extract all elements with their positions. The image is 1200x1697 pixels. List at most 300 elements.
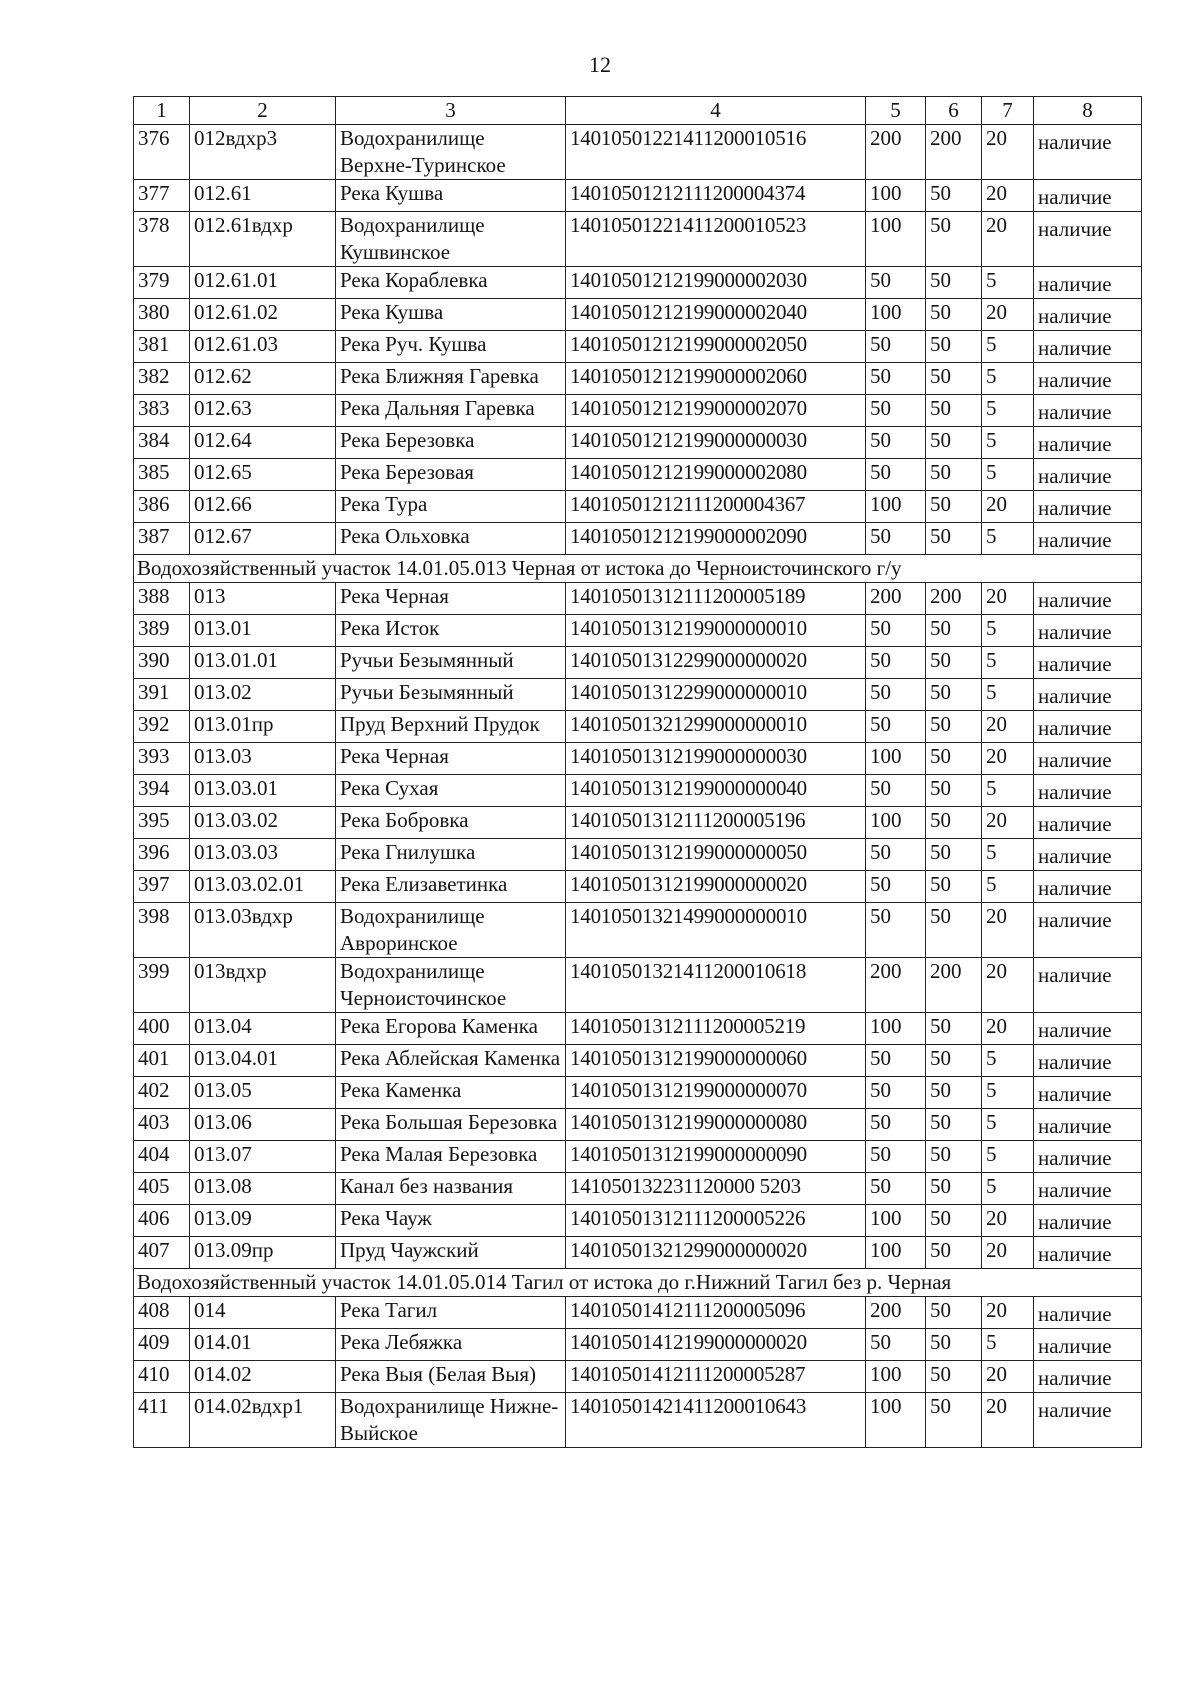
table-row	[134, 1361, 1142, 1393]
registry-code-cell: 14010501312199000000020	[566, 871, 866, 903]
object-code-cell: 013.09пр	[190, 1237, 336, 1269]
column-6-value: 50	[926, 679, 982, 711]
table-row	[134, 125, 1142, 180]
table-row	[134, 647, 1142, 679]
row-number-cell: 394	[134, 775, 190, 807]
table-row	[134, 1329, 1142, 1361]
column-7-value: 5	[982, 615, 1034, 647]
table-row	[134, 363, 1142, 395]
presence-status-cell: наличие	[1034, 125, 1142, 180]
presence-status-cell: наличие	[1034, 679, 1142, 711]
object-code-cell: 013.08	[190, 1173, 336, 1205]
object-code-cell: 013.01пр	[190, 711, 336, 743]
object-code-cell: 012.61.02	[190, 299, 336, 331]
row-number-cell: 411	[134, 1393, 190, 1448]
object-name-cell: Река Лебяжка	[336, 1329, 566, 1361]
object-code-cell: 013.09	[190, 1205, 336, 1237]
column-6-value: 50	[926, 1361, 982, 1393]
table-row	[134, 1205, 1142, 1237]
object-code-cell: 012.61	[190, 180, 336, 212]
column-7-value: 20	[982, 1297, 1034, 1329]
column-6-value: 50	[926, 1329, 982, 1361]
object-name-cell: Река Черная	[336, 583, 566, 615]
table-row	[134, 615, 1142, 647]
column-6-value: 50	[926, 212, 982, 267]
column-5-value: 50	[866, 679, 926, 711]
row-number-cell: 383	[134, 395, 190, 427]
column-5-value: 100	[866, 807, 926, 839]
column-7-value: 5	[982, 839, 1034, 871]
registry-code-cell: 14010501212199000002060	[566, 363, 866, 395]
column-5-value: 50	[866, 363, 926, 395]
column-6-value: 50	[926, 1013, 982, 1045]
registry-code-cell: 14010501312111200005189	[566, 583, 866, 615]
object-code-cell: 012.62	[190, 363, 336, 395]
table-row	[134, 1109, 1142, 1141]
registry-code-cell: 14010501321411200010618	[566, 958, 866, 1013]
row-number-cell: 395	[134, 807, 190, 839]
column-7-value: 5	[982, 775, 1034, 807]
presence-status-cell: наличие	[1034, 839, 1142, 871]
row-number-cell: 402	[134, 1077, 190, 1109]
presence-status-cell: наличие	[1034, 1361, 1142, 1393]
table-row	[134, 1045, 1142, 1077]
table-row	[134, 523, 1142, 555]
registry-code-cell: 14010501421411200010643	[566, 1393, 866, 1448]
presence-status-cell: наличие	[1034, 212, 1142, 267]
column-5-value: 50	[866, 1173, 926, 1205]
column-5-value: 50	[866, 331, 926, 363]
row-number-cell: 410	[134, 1361, 190, 1393]
registry-code-cell: 14010501212199000000030	[566, 427, 866, 459]
table-row	[134, 583, 1142, 615]
row-number-cell: 401	[134, 1045, 190, 1077]
column-5-value: 50	[866, 523, 926, 555]
column-5-value: 50	[866, 1109, 926, 1141]
object-name-cell: Река Руч. Кушва	[336, 331, 566, 363]
object-code-cell: 013.05	[190, 1077, 336, 1109]
object-code-cell: 013.04	[190, 1013, 336, 1045]
column-6-value: 50	[926, 1297, 982, 1329]
presence-status-cell: наличие	[1034, 1393, 1142, 1448]
column-5-value: 50	[866, 1141, 926, 1173]
presence-status-cell: наличие	[1034, 491, 1142, 523]
column-number: 4	[566, 97, 866, 125]
presence-status-cell: наличие	[1034, 299, 1142, 331]
column-7-value: 5	[982, 395, 1034, 427]
row-number-cell: 391	[134, 679, 190, 711]
column-7-value: 5	[982, 331, 1034, 363]
registry-code-cell: 14010501221411200010516	[566, 125, 866, 180]
object-code-cell: 013.06	[190, 1109, 336, 1141]
table-row	[134, 1173, 1142, 1205]
column-6-value: 50	[926, 775, 982, 807]
registry-code-cell: 14010501212199000002050	[566, 331, 866, 363]
column-6-value: 50	[926, 331, 982, 363]
presence-status-cell: наличие	[1034, 583, 1142, 615]
column-6-value: 50	[926, 839, 982, 871]
object-code-cell: 012вдхр3	[190, 125, 336, 180]
object-name-cell: Река Гнилушка	[336, 839, 566, 871]
row-number-cell: 400	[134, 1013, 190, 1045]
column-7-value: 20	[982, 491, 1034, 523]
registry-code-cell: 14010501212199000002040	[566, 299, 866, 331]
table-row	[134, 903, 1142, 958]
row-number-cell: 377	[134, 180, 190, 212]
registry-code-cell: 14010501312299000000010	[566, 679, 866, 711]
object-name-cell: Река Ольховка	[336, 523, 566, 555]
registry-code-cell: 14010501321499000000010	[566, 903, 866, 958]
registry-code-cell: 14010501312199000000030	[566, 743, 866, 775]
column-7-value: 5	[982, 459, 1034, 491]
object-name-cell: Река Егорова Каменка	[336, 1013, 566, 1045]
presence-status-cell: наличие	[1034, 1329, 1142, 1361]
object-name-cell: Река Малая Березовка	[336, 1141, 566, 1173]
registry-code-cell: 14010501312111200005219	[566, 1013, 866, 1045]
presence-status-cell: наличие	[1034, 267, 1142, 299]
column-7-value: 20	[982, 1237, 1034, 1269]
object-name-cell: Река Чауж	[336, 1205, 566, 1237]
table-row	[134, 1077, 1142, 1109]
presence-status-cell: наличие	[1034, 871, 1142, 903]
table-row	[134, 459, 1142, 491]
column-7-value: 20	[982, 958, 1034, 1013]
column-5-value: 50	[866, 427, 926, 459]
column-5-value: 100	[866, 180, 926, 212]
table-row	[134, 491, 1142, 523]
object-code-cell: 013вдхр	[190, 958, 336, 1013]
registry-code-cell: 14010501412111200005287	[566, 1361, 866, 1393]
column-6-value: 50	[926, 491, 982, 523]
section-header-row	[134, 555, 1142, 583]
column-number: 3	[336, 97, 566, 125]
presence-status-cell: наличие	[1034, 1173, 1142, 1205]
column-6-value: 50	[926, 459, 982, 491]
column-7-value: 20	[982, 180, 1034, 212]
registry-code-cell: 14010501212111200004374	[566, 180, 866, 212]
column-7-value: 20	[982, 711, 1034, 743]
column-5-value: 50	[866, 1045, 926, 1077]
column-7-value: 20	[982, 299, 1034, 331]
column-6-value: 50	[926, 1077, 982, 1109]
column-6-value: 50	[926, 1109, 982, 1141]
object-code-cell: 013.03.02.01	[190, 871, 336, 903]
row-number-cell: 393	[134, 743, 190, 775]
presence-status-cell: наличие	[1034, 331, 1142, 363]
presence-status-cell: наличие	[1034, 523, 1142, 555]
row-number-cell: 381	[134, 331, 190, 363]
presence-status-cell: наличие	[1034, 1297, 1142, 1329]
table-row	[134, 775, 1142, 807]
registry-code-cell: 14010501312111200005226	[566, 1205, 866, 1237]
table-row	[134, 299, 1142, 331]
presence-status-cell: наличие	[1034, 615, 1142, 647]
row-number-cell: 380	[134, 299, 190, 331]
object-name-cell: Река Кушва	[336, 299, 566, 331]
object-code-cell: 013.03.03	[190, 839, 336, 871]
row-number-cell: 385	[134, 459, 190, 491]
object-code-cell: 012.65	[190, 459, 336, 491]
presence-status-cell: наличие	[1034, 459, 1142, 491]
presence-status-cell: наличие	[1034, 1045, 1142, 1077]
table-row	[134, 1141, 1142, 1173]
water-objects-table	[133, 96, 1142, 1448]
registry-code-cell: 14010501212199000002090	[566, 523, 866, 555]
column-7-value: 20	[982, 1013, 1034, 1045]
column-7-value: 5	[982, 427, 1034, 459]
presence-status-cell: наличие	[1034, 743, 1142, 775]
column-6-value: 50	[926, 427, 982, 459]
page-number: 12	[589, 52, 611, 77]
presence-status-cell: наличие	[1034, 647, 1142, 679]
registry-code-cell: 14010501221411200010523	[566, 212, 866, 267]
table-row	[134, 743, 1142, 775]
object-name-cell: Пруд Чаужский	[336, 1237, 566, 1269]
object-name-cell: Река Елизаветинка	[336, 871, 566, 903]
column-6-value: 50	[926, 903, 982, 958]
object-code-cell: 013.03.02	[190, 807, 336, 839]
table-row	[134, 679, 1142, 711]
table-row	[134, 212, 1142, 267]
registry-code-cell: 14010501312299000000020	[566, 647, 866, 679]
row-number-cell: 388	[134, 583, 190, 615]
column-7-value: 5	[982, 647, 1034, 679]
row-number-cell: 406	[134, 1205, 190, 1237]
column-6-value: 50	[926, 180, 982, 212]
table-row	[134, 1393, 1142, 1448]
column-7-value: 5	[982, 1077, 1034, 1109]
object-name-cell: Пруд Верхний Прудок	[336, 711, 566, 743]
column-6-value: 200	[926, 958, 982, 1013]
object-code-cell: 014.01	[190, 1329, 336, 1361]
object-code-cell: 012.61.01	[190, 267, 336, 299]
column-5-value: 100	[866, 1361, 926, 1393]
column-7-value: 5	[982, 679, 1034, 711]
row-number-cell: 399	[134, 958, 190, 1013]
presence-status-cell: наличие	[1034, 427, 1142, 459]
section-title: Водохозяйственный участок 14.01.05.013 Черная от истока до Черноисточинского г/у	[134, 555, 1142, 583]
object-code-cell: 013.04.01	[190, 1045, 336, 1077]
column-5-value: 100	[866, 1205, 926, 1237]
object-name-cell: Река Дальняя Гаревка	[336, 395, 566, 427]
column-5-value: 200	[866, 958, 926, 1013]
presence-status-cell: наличие	[1034, 1205, 1142, 1237]
presence-status-cell: наличие	[1034, 903, 1142, 958]
column-number: 2	[190, 97, 336, 125]
column-5-value: 50	[866, 267, 926, 299]
column-6-value: 50	[926, 1141, 982, 1173]
column-5-value: 50	[866, 459, 926, 491]
table-row	[134, 267, 1142, 299]
presence-status-cell: наличие	[1034, 363, 1142, 395]
column-5-value: 100	[866, 299, 926, 331]
object-name-cell: Река Каменка	[336, 1077, 566, 1109]
column-7-value: 20	[982, 807, 1034, 839]
row-number-cell: 392	[134, 711, 190, 743]
column-5-value: 100	[866, 743, 926, 775]
column-5-value: 50	[866, 1329, 926, 1361]
column-number-row	[134, 97, 1142, 125]
row-number-cell: 408	[134, 1297, 190, 1329]
column-6-value: 200	[926, 125, 982, 180]
row-number-cell: 404	[134, 1141, 190, 1173]
object-name-cell: Река Тагил	[336, 1297, 566, 1329]
column-7-value: 20	[982, 583, 1034, 615]
column-7-value: 5	[982, 1329, 1034, 1361]
column-number: 6	[926, 97, 982, 125]
object-code-cell: 013.01.01	[190, 647, 336, 679]
column-6-value: 50	[926, 1173, 982, 1205]
object-code-cell: 012.61вдхр	[190, 212, 336, 267]
object-name-cell: Река Березовая	[336, 459, 566, 491]
object-code-cell: 013.01	[190, 615, 336, 647]
registry-code-cell: 14010501321299000000020	[566, 1237, 866, 1269]
presence-status-cell: наличие	[1034, 395, 1142, 427]
column-6-value: 50	[926, 1205, 982, 1237]
object-name-cell: Водохранилище Нижне-Выйское	[336, 1393, 566, 1448]
presence-status-cell: наличие	[1034, 958, 1142, 1013]
object-name-cell: Ручьи Безымянный	[336, 647, 566, 679]
column-7-value: 20	[982, 125, 1034, 180]
column-7-value: 5	[982, 363, 1034, 395]
row-number-cell: 379	[134, 267, 190, 299]
table-row	[134, 427, 1142, 459]
column-7-value: 5	[982, 523, 1034, 555]
column-7-value: 20	[982, 212, 1034, 267]
column-5-value: 50	[866, 775, 926, 807]
column-6-value: 50	[926, 1237, 982, 1269]
table-row	[134, 958, 1142, 1013]
object-name-cell: Ручьи Безымянный	[336, 679, 566, 711]
registry-code-cell: 14010501312199000000070	[566, 1077, 866, 1109]
presence-status-cell: наличие	[1034, 1077, 1142, 1109]
column-5-value: 100	[866, 1237, 926, 1269]
column-7-value: 5	[982, 267, 1034, 299]
column-5-value: 100	[866, 491, 926, 523]
column-number: 8	[1034, 97, 1142, 125]
column-number: 1	[134, 97, 190, 125]
row-number-cell: 405	[134, 1173, 190, 1205]
object-name-cell: Водохранилище Авроринское	[336, 903, 566, 958]
object-code-cell: 013.03.01	[190, 775, 336, 807]
column-7-value: 20	[982, 1361, 1034, 1393]
object-code-cell: 012.67	[190, 523, 336, 555]
object-name-cell: Река Тура	[336, 491, 566, 523]
column-7-value: 5	[982, 1109, 1034, 1141]
object-code-cell: 014.02	[190, 1361, 336, 1393]
row-number-cell: 384	[134, 427, 190, 459]
column-6-value: 50	[926, 711, 982, 743]
column-7-value: 5	[982, 871, 1034, 903]
object-code-cell: 013.03вдхр	[190, 903, 336, 958]
column-6-value: 50	[926, 1393, 982, 1448]
column-5-value: 200	[866, 1297, 926, 1329]
object-code-cell: 013	[190, 583, 336, 615]
column-6-value: 50	[926, 523, 982, 555]
column-5-value: 100	[866, 1393, 926, 1448]
object-name-cell: Река Аблейская Каменка	[336, 1045, 566, 1077]
column-5-value: 50	[866, 395, 926, 427]
column-7-value: 20	[982, 743, 1034, 775]
registry-code-cell: 14010501212199000002030	[566, 267, 866, 299]
column-7-value: 5	[982, 1173, 1034, 1205]
object-name-cell: Водохранилище Верхне-Туринское	[336, 125, 566, 180]
object-name-cell: Река Большая Березовка	[336, 1109, 566, 1141]
object-name-cell: Река Черная	[336, 743, 566, 775]
object-code-cell: 012.66	[190, 491, 336, 523]
column-5-value: 50	[866, 839, 926, 871]
presence-status-cell: наличие	[1034, 1141, 1142, 1173]
object-name-cell: Река Кушва	[336, 180, 566, 212]
object-name-cell: Река Кораблевка	[336, 267, 566, 299]
registry-code-cell: 14010501312199000000060	[566, 1045, 866, 1077]
presence-status-cell: наличие	[1034, 1013, 1142, 1045]
row-number-cell: 386	[134, 491, 190, 523]
registry-code-cell: 14010501312199000000090	[566, 1141, 866, 1173]
object-code-cell: 012.64	[190, 427, 336, 459]
row-number-cell: 403	[134, 1109, 190, 1141]
row-number-cell: 397	[134, 871, 190, 903]
row-number-cell: 382	[134, 363, 190, 395]
table-row	[134, 1237, 1142, 1269]
column-6-value: 50	[926, 871, 982, 903]
column-5-value: 50	[866, 1077, 926, 1109]
registry-code-cell: 14010501412111200005096	[566, 1297, 866, 1329]
object-name-cell: Канал без названия	[336, 1173, 566, 1205]
object-name-cell: Река Ближняя Гаревка	[336, 363, 566, 395]
column-6-value: 50	[926, 363, 982, 395]
registry-code-cell: 14010501212199000002080	[566, 459, 866, 491]
row-number-cell: 387	[134, 523, 190, 555]
column-5-value: 50	[866, 871, 926, 903]
table-row	[134, 839, 1142, 871]
column-6-value: 50	[926, 647, 982, 679]
row-number-cell: 407	[134, 1237, 190, 1269]
row-number-cell: 376	[134, 125, 190, 180]
object-name-cell: Река Выя (Белая Выя)	[336, 1361, 566, 1393]
column-6-value: 50	[926, 807, 982, 839]
column-number: 7	[982, 97, 1034, 125]
column-7-value: 20	[982, 1393, 1034, 1448]
registry-code-cell: 14010501312199000000050	[566, 839, 866, 871]
column-5-value: 50	[866, 903, 926, 958]
table-row	[134, 331, 1142, 363]
column-6-value: 50	[926, 743, 982, 775]
registry-code-cell: 14010501312199000000010	[566, 615, 866, 647]
column-5-value: 50	[866, 647, 926, 679]
table-row	[134, 395, 1142, 427]
column-6-value: 50	[926, 395, 982, 427]
table-row	[134, 807, 1142, 839]
object-code-cell: 013.03	[190, 743, 336, 775]
object-name-cell: Река Исток	[336, 615, 566, 647]
presence-status-cell: наличие	[1034, 807, 1142, 839]
registry-code-cell: 14010501212199000002070	[566, 395, 866, 427]
presence-status-cell: наличие	[1034, 180, 1142, 212]
column-6-value: 50	[926, 267, 982, 299]
object-name-cell: Водохранилище Черноисточинское	[336, 958, 566, 1013]
table-row	[134, 871, 1142, 903]
object-name-cell: Река Бобровка	[336, 807, 566, 839]
column-6-value: 50	[926, 615, 982, 647]
column-6-value: 50	[926, 1045, 982, 1077]
column-5-value: 100	[866, 212, 926, 267]
row-number-cell: 390	[134, 647, 190, 679]
row-number-cell: 398	[134, 903, 190, 958]
presence-status-cell: наличие	[1034, 775, 1142, 807]
presence-status-cell: наличие	[1034, 1109, 1142, 1141]
row-number-cell: 409	[134, 1329, 190, 1361]
